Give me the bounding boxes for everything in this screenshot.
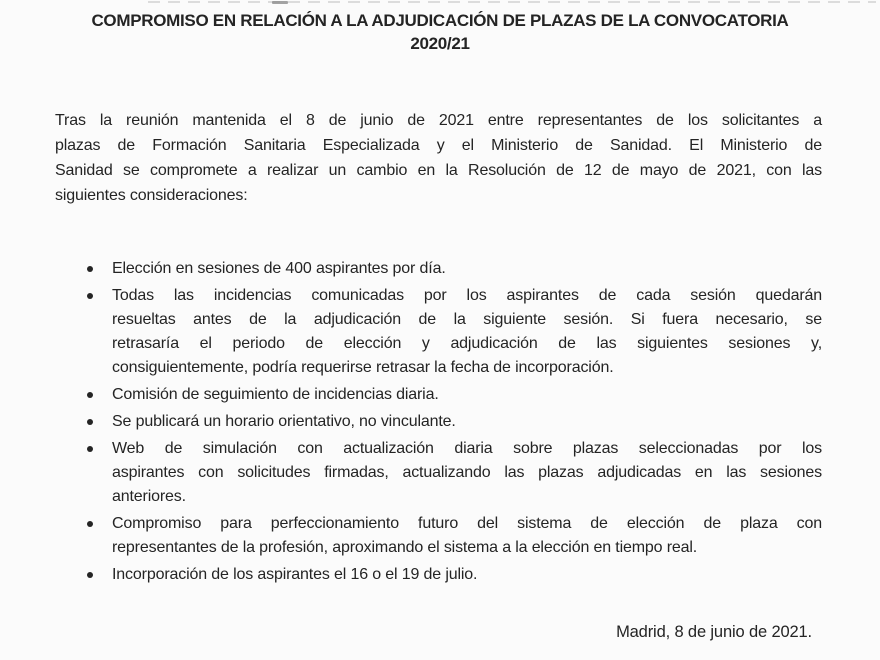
bullet-text-line: anteriores. — [112, 488, 186, 505]
bullet-icon — [87, 392, 93, 398]
bullet-text — [112, 410, 822, 434]
document-title — [0, 0, 880, 55]
bullet-text-line: Todas las incidencias comunicadas por los aspirantes de cada sesión quedarán — [112, 287, 822, 304]
bullet-icon — [87, 266, 93, 272]
title-line-2: 2020/21 — [410, 34, 470, 53]
bullet-text-line: aspirantes con solicitudes firmadas, actualizando las plazas adjudicadas en las sesiones — [112, 464, 822, 481]
list-item — [86, 284, 822, 380]
bullet-text — [112, 257, 822, 281]
bullet-icon — [87, 419, 93, 425]
intro-text-line: plazas de Formación Sanitaria Especializada y el Ministerio de Sanidad. El Ministerio de — [55, 137, 822, 154]
bullet-text-line: retrasaría el periodo de elección y adjudicación de las siguientes sesiones y, — [112, 335, 822, 352]
bullet-text-line: representantes de la profesión, aproximando el sistema a la elección en tiempo real. — [112, 539, 698, 556]
bullet-text — [112, 563, 822, 587]
intro-text-line: Sanidad se compromete a realizar un cambio en la Resolución de 12 de mayo de 2021, con las — [55, 162, 822, 179]
list-item — [86, 257, 822, 281]
list-item — [86, 410, 822, 434]
scan-edge-mark — [272, 1, 288, 4]
intro-text-line: siguientes consideraciones: — [55, 187, 248, 204]
list-item — [86, 383, 822, 407]
bullet-text — [112, 284, 822, 380]
list-item — [86, 512, 822, 560]
list-item — [86, 437, 822, 509]
bullet-text — [112, 437, 822, 509]
scan-edge-artifact — [148, 1, 876, 3]
bullet-text-line: consiguientemente, podría requerirse retrasar la fecha de incorporación. — [112, 359, 614, 376]
bullet-text-line: Web de simulación con actualización diaria sobre plazas seleccionadas por los — [112, 440, 822, 457]
bullet-text — [112, 383, 822, 407]
intro-paragraph — [55, 108, 822, 208]
dateline: Madrid, 8 de junio de 2021. — [616, 623, 812, 641]
bullet-icon — [87, 446, 93, 452]
bullet-icon — [87, 572, 93, 578]
bullet-text-line: Compromiso para perfeccionamiento futuro del sistema de elección de plaza con — [112, 515, 822, 532]
bullet-text-line: Comisión de seguimiento de incidencias diaria. — [112, 386, 439, 403]
bullet-icon — [87, 521, 93, 527]
bullet-text — [112, 512, 822, 560]
commitments-list — [86, 257, 822, 587]
bullet-text-line: resueltas antes de la adjudicación de la siguiente sesión. Si fuera necesario, se — [112, 311, 822, 328]
bullet-text-line: Incorporación de los aspirantes el 16 o el 19 de julio. — [112, 566, 478, 583]
bullet-text-line: Elección en sesiones de 400 aspirantes por día. — [112, 260, 446, 277]
intro-text-line: Tras la reunión mantenida el 8 de junio de 2021 entre representantes de los solicitantes a — [55, 112, 822, 129]
title-line-1: COMPROMISO EN RELACIÓN A LA ADJUDICACIÓN DE PLAZAS DE LA CONVOCATORIA — [91, 11, 789, 30]
bullet-icon — [87, 293, 93, 299]
list-item — [86, 563, 822, 587]
bullet-text-line: Se publicará un horario orientativo, no vinculante. — [112, 413, 456, 430]
